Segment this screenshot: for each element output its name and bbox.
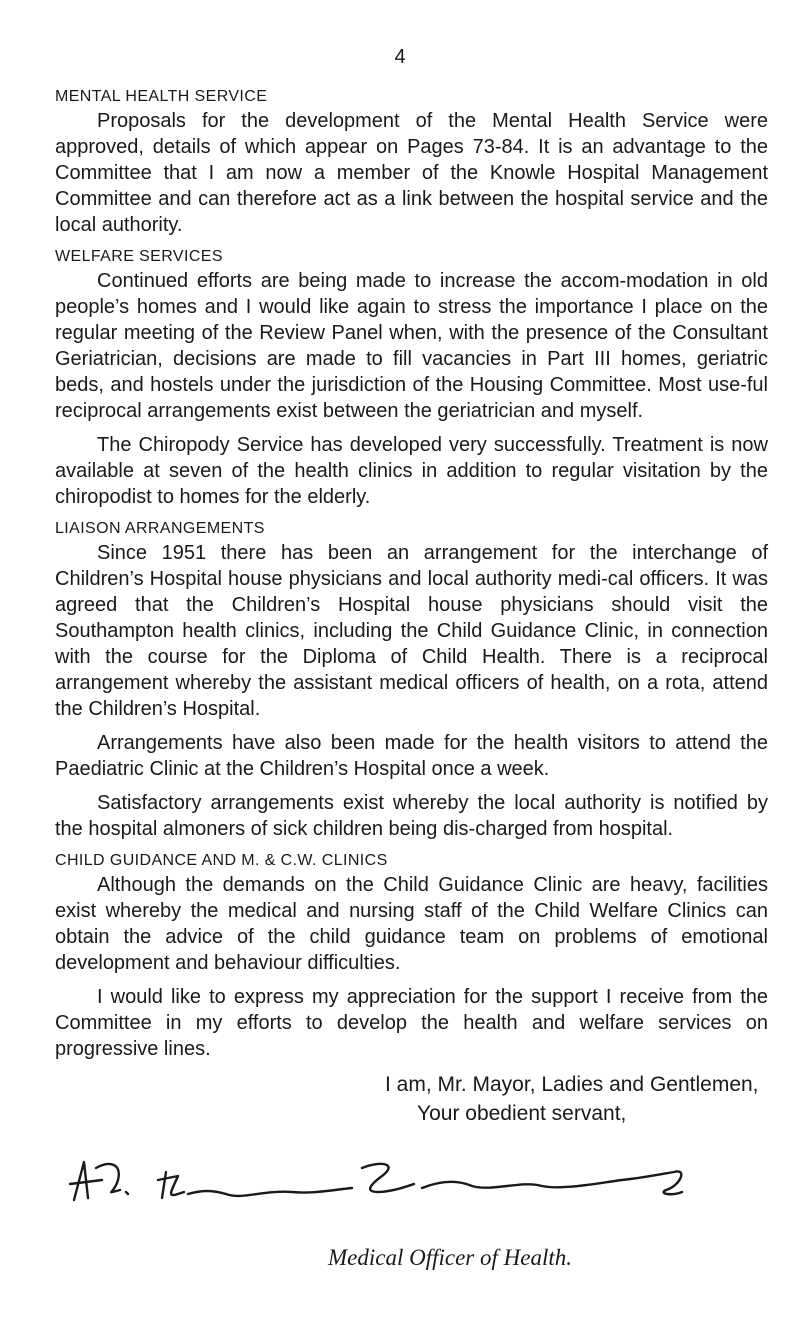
section-mental-health	[55, 86, 768, 238]
section-heading: LIAISON ARRANGEMENTS	[55, 520, 265, 537]
section-heading: WELFARE SERVICES	[55, 248, 223, 265]
paragraph: Arrangements have also been made for the health visitors to attend the Paediatric Clinic at the Children’s Hospital once a week.	[55, 732, 768, 780]
document-body	[55, 86, 768, 1128]
paragraph: Proposals for the development of the Mental Health Service were approved, details of which appear on Pages 73-84. It is an advantage to the Committee that I am now a member of the Knowle Hospital Management Committee and can therefore act as a link between the hospital service and the local authority.	[55, 110, 768, 236]
paragraph: Continued efforts are being made to increase the accom-modation in old people’s homes and I would like again to stress the importance I place on the regular meeting of the Review Panel when, with the presence of the Consultant Geriatrician, decisions are made to fill vacancies in Part III homes, geriatric beds, and hostels under the jurisdiction of the Housing Committee. Most use-ful reciprocal arrangements exist between the geriatrician and myself.	[55, 270, 768, 422]
section-welfare-services	[55, 246, 768, 510]
section-heading: CHILD GUIDANCE AND M. & C.W. CLINICS	[55, 852, 388, 869]
closing-valediction: Your obedient servant,	[417, 1102, 627, 1125]
paragraph: I would like to express my appreciation for the support I receive from the Committee in my efforts to develop the health and welfare services on progressive lines.	[55, 986, 768, 1060]
paragraph: Satisfactory arrangements exist whereby the local authority is notified by the hospital almoners of sick children being dis-charged from hospital.	[55, 792, 768, 840]
section-child-guidance	[55, 850, 768, 1062]
paragraph: The Chiropody Service has developed very successfully. Treatment is now available at seven of the health clinics in addition to regular visitation by the chiropodist to homes for the elderly.	[55, 434, 768, 508]
section-heading: MENTAL HEALTH SERVICE	[55, 88, 268, 105]
signatory-title: Medical Officer of Health.	[328, 1245, 572, 1270]
closing-salutation: I am, Mr. Mayor, Ladies and Gentlemen,	[385, 1073, 759, 1096]
closing-block	[385, 1070, 768, 1128]
handwritten-signature	[62, 1150, 742, 1220]
page-number: 4	[394, 46, 406, 68]
section-liaison-arrangements	[55, 518, 768, 842]
paragraph: Since 1951 there has been an arrangement for the interchange of Children’s Hospital house physicians and local authority medi-cal officers. It was agreed that the Children’s Hospital house physicians should visit the Southampton health clinics, including the Child Guidance Clinic, in connection with the course for the Diploma of Child Health. There is a reciprocal arrangement whereby the assistant medical officers of health, on a rota, attend the Children’s Hospital.	[55, 542, 768, 720]
paragraph: Although the demands on the Child Guidance Clinic are heavy, facilities exist whereby the medical and nursing staff of the Child Welfare Clinics can obtain the advice of the child guidance team on problems of emotional development and behaviour difficulties.	[55, 874, 768, 974]
